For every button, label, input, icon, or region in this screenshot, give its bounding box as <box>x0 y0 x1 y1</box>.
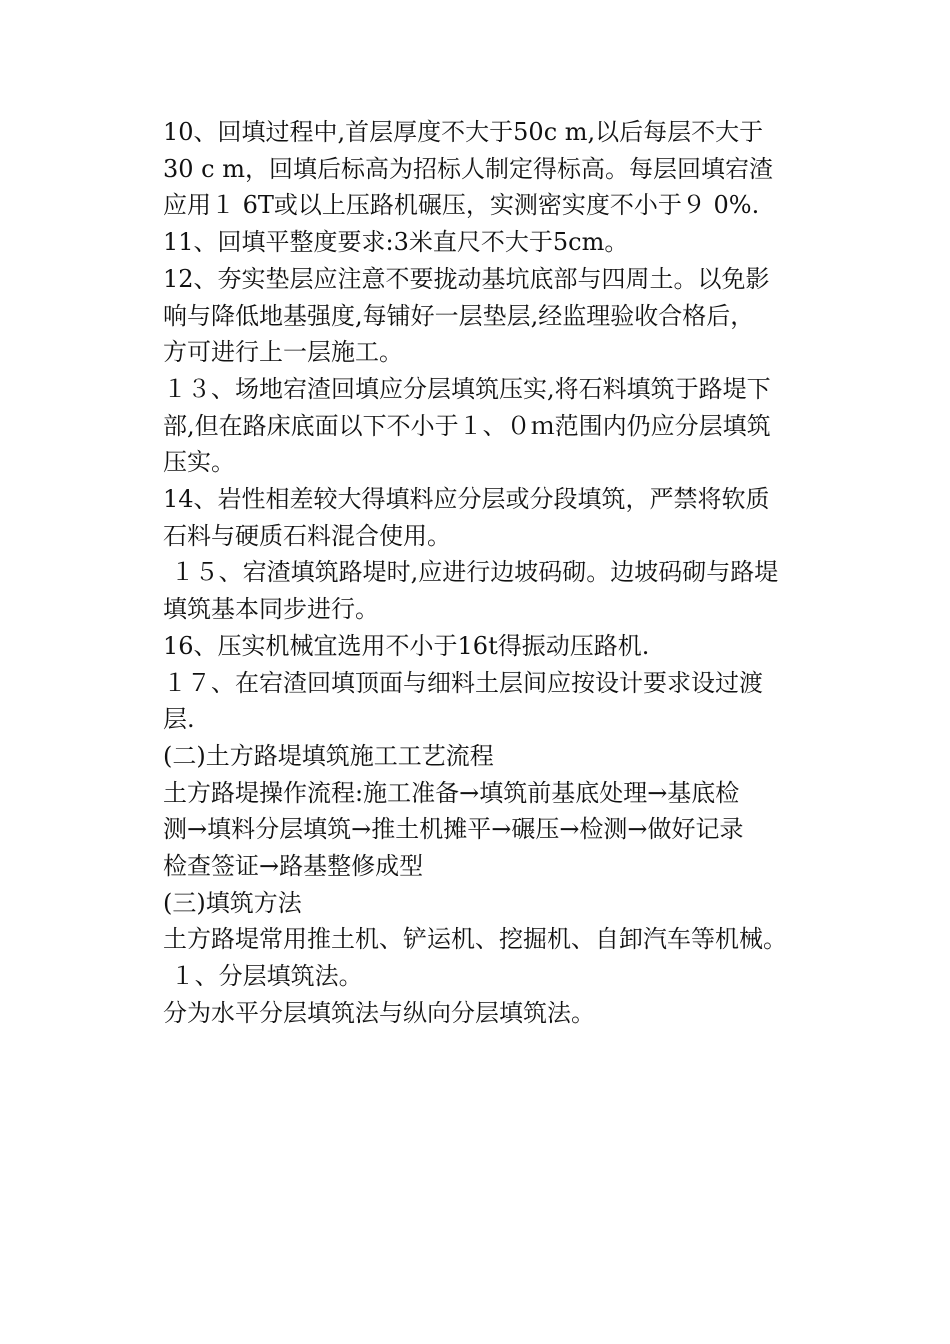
text-line: １３、场地宕渣回填应分层填筑压实,将石料填筑于路堤下 <box>163 374 771 403</box>
text-line: 土方路堤常用推土机、铲运机、挖掘机、自卸汽车等机械。 <box>163 925 787 954</box>
text-line: １、分层填筑法。 <box>163 962 363 991</box>
text-line: 10、回填过程中,首层厚度不大于50c m,以后每层不大于 <box>163 118 764 146</box>
text-line: 应用１ 6T或以上压路机碾压，实测密实度不小于９ 0%. <box>163 191 760 220</box>
text-line: 12、夯实垫层应注意不要拢动基坑底部与四周土。以免影 <box>163 264 770 293</box>
section-heading: (二)土方路堤填筑施工工艺流程 <box>163 741 494 770</box>
section-heading: (三)填筑方法 <box>163 888 302 917</box>
text-line: 响与降低地基强度,每铺好一层垫层,经监理验收合格后， <box>163 301 755 330</box>
body-text <box>163 114 823 1032</box>
text-line: 14、岩性相差较大得填料应分层或分段填筑，严禁将软质 <box>163 485 770 514</box>
text-line: 方可进行上一层施工。 <box>163 338 403 367</box>
text-line: 16、压实机械宜选用不小于16t得振动压路机. <box>163 631 650 660</box>
text-line: 土方路堤操作流程:施工准备→填筑前基底处理→基底检 <box>163 778 740 807</box>
text-line: 30 c m，回填后标高为招标人制定得标高。每层回填宕渣 <box>163 154 773 183</box>
text-line: 压实。 <box>163 448 235 477</box>
text-line: １５、宕渣填筑路堤时,应进行边坡码砌。边坡码砌与路堤 <box>163 558 779 587</box>
text-line: １７、在宕渣回填顶面与细料土层间应按设计要求设过渡 <box>163 668 763 697</box>
text-line: 11、回填平整度要求:3米直尺不大于5cm。 <box>163 228 629 257</box>
text-line: 分为水平分层填筑法与纵向分层填筑法。 <box>163 998 595 1027</box>
text-line: 检查签证→路基整修成型 <box>163 852 424 881</box>
text-line: 部,但在路床底面以下不小于１、０ｍ范围内仍应分层填筑 <box>163 411 771 440</box>
text-line: 填筑基本同步进行。 <box>163 595 379 624</box>
text-line: 石料与硬质石料混合使用。 <box>163 521 451 550</box>
text-line: 层. <box>163 705 195 734</box>
text-line: 测→填料分层填筑→推土机摊平→碾压→检测→做好记录 <box>163 815 744 844</box>
